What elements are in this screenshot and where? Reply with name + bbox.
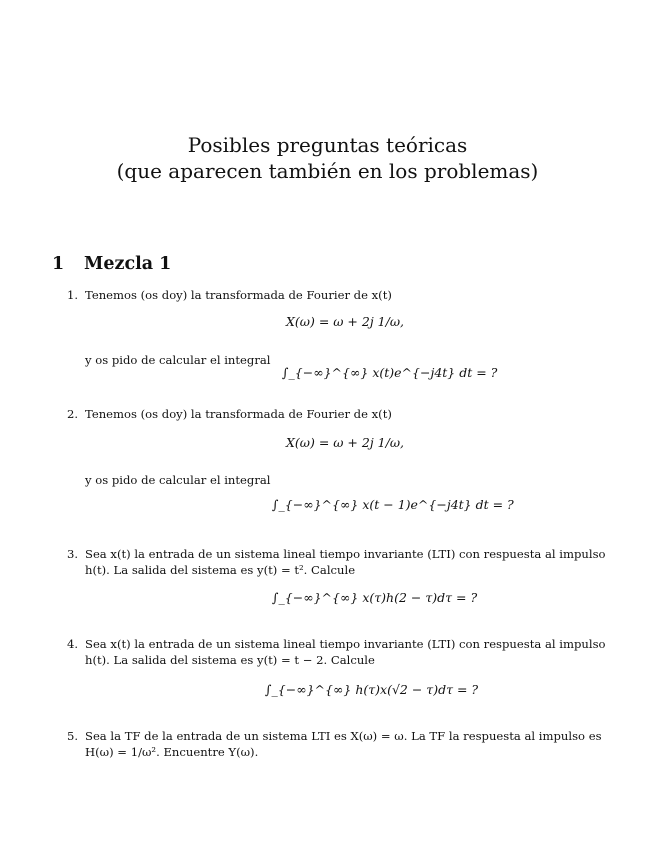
section-number: 1: [52, 254, 65, 274]
item-1-equation-2: ∫_{−∞}^{∞} x(t)e^{−j4t} dt = ?: [282, 365, 498, 380]
section-title: Mezcla 1: [84, 254, 172, 274]
item-2-text: y os pido de calcular el integral: [85, 473, 271, 487]
item-2-equation-1: X(ω) = ω + 2j 1/ω,: [286, 435, 405, 450]
item-1-intro: Tenemos (os doy) la transformada de Fourier de x(t): [85, 288, 392, 302]
item-4-equation: ∫_{−∞}^{∞} h(τ)x(√2 − τ)dτ = ?: [265, 682, 479, 697]
item-5-line-1: Sea la TF de la entrada de un sistema LTI es X(ω) = ω. La TF la respuesta al impulso es: [85, 729, 602, 743]
item-4-number: 4.: [67, 637, 79, 651]
doc-title-line2: (que aparecen también en los problemas): [116, 159, 539, 183]
doc-title-line1: Posibles preguntas teóricas: [187, 133, 468, 157]
item-2-intro: Tenemos (os doy) la transformada de Fourier de x(t): [85, 407, 392, 421]
item-1-equation-1: X(ω) = ω + 2j 1/ω,: [286, 314, 405, 329]
item-1-text: y os pido de calcular el integral: [85, 353, 271, 367]
item-3-equation: ∫_{−∞}^{∞} x(τ)h(2 − τ)dτ = ?: [272, 590, 478, 605]
item-1-number: 1.: [67, 288, 79, 302]
item-3-line-1: Sea x(t) la entrada de un sistema lineal tiempo invariante (LTI) con respuesta al impulso: [85, 547, 606, 561]
item-5-line-2: H(ω) = 1/ω². Encuentre Y(ω).: [85, 745, 259, 759]
item-5-number: 5.: [67, 729, 79, 743]
item-3-number: 3.: [67, 547, 79, 561]
item-3-line-2: h(t). La salida del sistema es y(t) = t². Calcule: [85, 563, 356, 577]
item-4-line-2: h(t). La salida del sistema es y(t) = t − 2. Calcule: [85, 653, 375, 667]
item-2-number: 2.: [67, 407, 79, 421]
item-4-line-1: Sea x(t) la entrada de un sistema lineal tiempo invariante (LTI) con respuesta al impulso: [85, 637, 606, 651]
item-2-equation-2: ∫_{−∞}^{∞} x(t − 1)e^{−j4t} dt = ?: [272, 497, 514, 512]
section-heading: [52, 254, 171, 274]
